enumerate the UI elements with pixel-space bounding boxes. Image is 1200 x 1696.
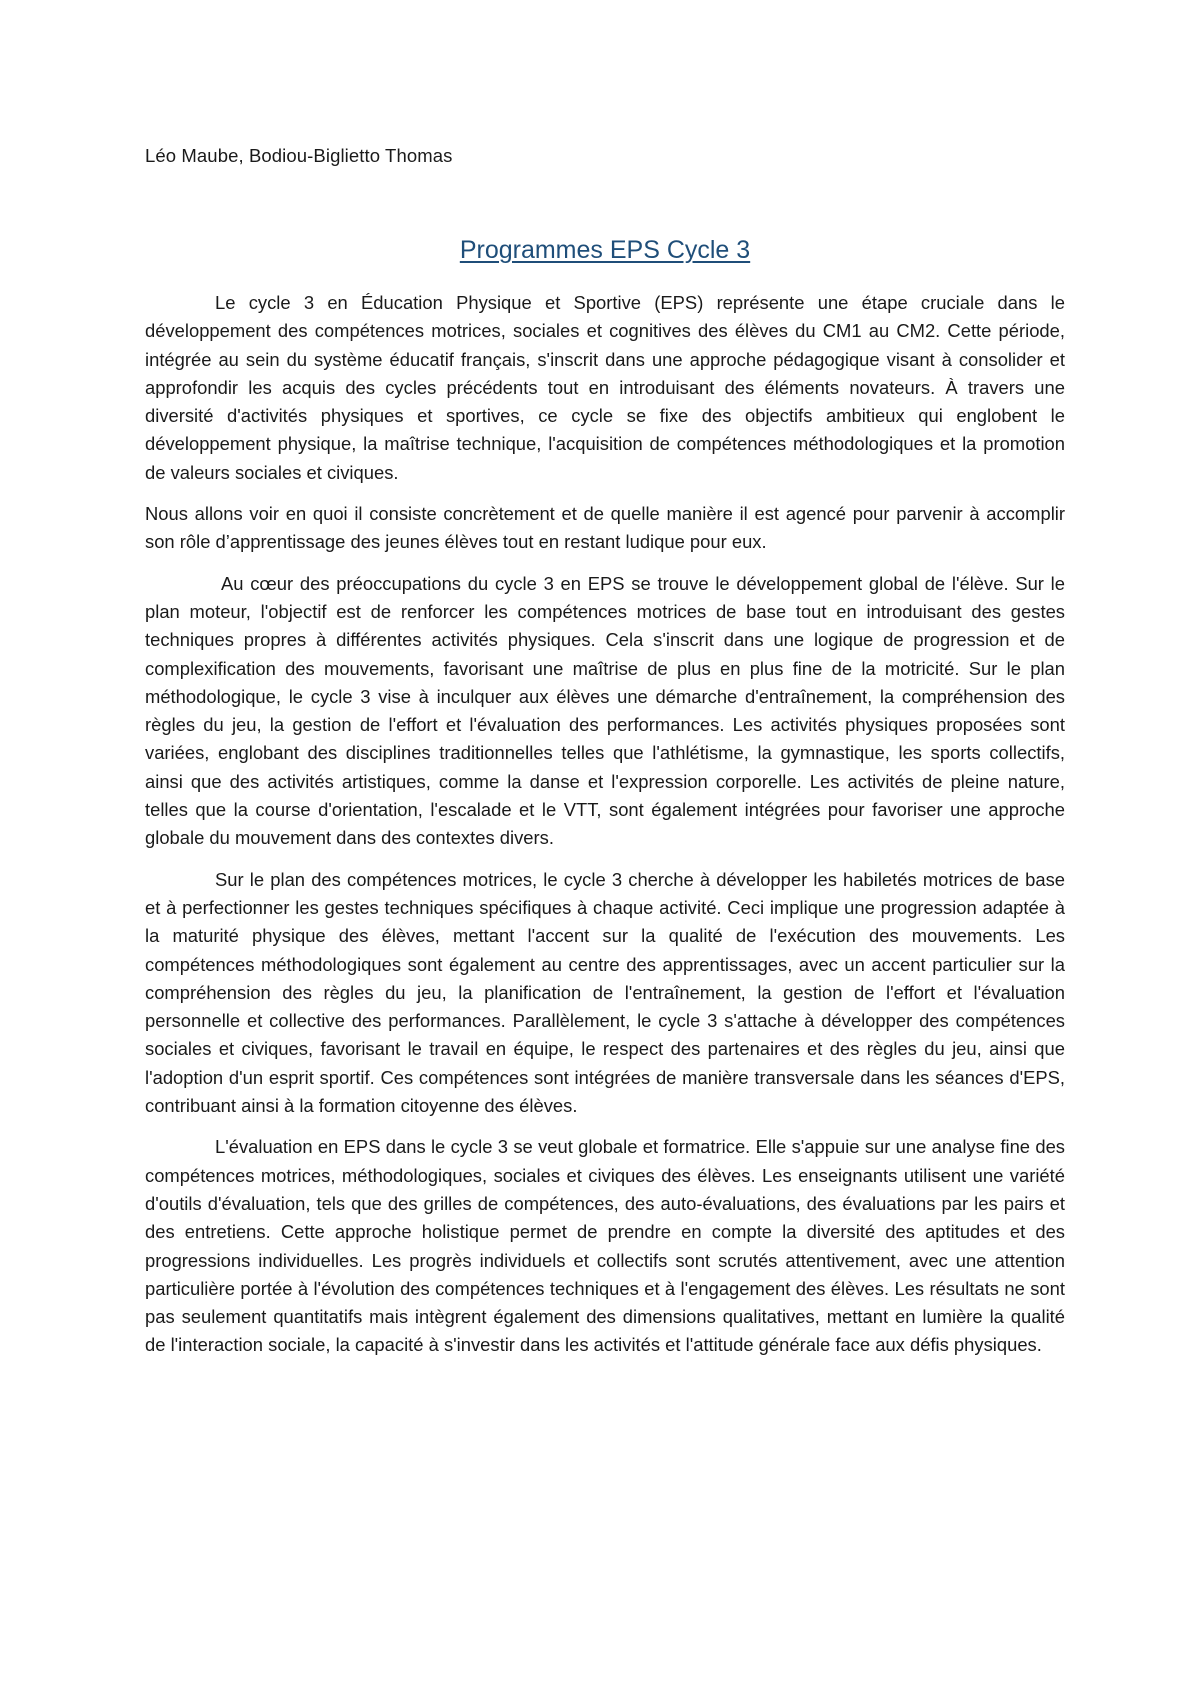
- document-title: Programmes EPS Cycle 3: [459, 236, 751, 264]
- paragraph-competences-motrices: Sur le plan des compétences motrices, le cycle 3 cherche à développer les habiletés motrices de base et à perfectionner les gestes techniques spécifiques à chaque activité. Ceci implique une progression adaptée à la maturité physique des élèves, mettant l'accent sur la qualité de l'exécution des mouvements. Les compétences méthodologiques sont également au centre des apprentissages, avec un accent particulier sur la compréhension des règles du jeu, la planification de l'entraînement, la gestion de l'effort et l'évaluation personnelle et collective des performances. Parallèlement, le cycle 3 s'attache à développer des compétences sociales et civiques, favorisant le travail en équipe, le respect des partenaires et des règles du jeu, ainsi que l'adoption d'un esprit sportif. Ces compétences sont intégrées de manière transversale dans les séances d'EPS, contribuant ainsi à la formation citoyenne des élèves.: [145, 868, 1065, 1117]
- document-body: [145, 289, 1065, 1373]
- paragraph-problematique: Nous allons voir en quoi il consiste concrètement et de quelle manière il est agencé pour parvenir à accomplir son rôle d’apprentissage des jeunes élèves tout en restant ludique pour eux.: [145, 503, 1065, 553]
- paragraph-intro: Le cycle 3 en Éducation Physique et Sportive (EPS) représente une étape cruciale dans le développement des compétences motrices, sociales et cognitives des élèves du CM1 au CM2. Cette période, intégrée au sein du système éducatif français, s'inscrit dans une approche pédagogique visant à consolider et approfondir les acquis des cycles précédents tout en introduisant des éléments novateurs. À travers une diversité d'activités physiques et sportives, ce cycle se fixe des objectifs ambitieux qui englobent le développement physique, la maîtrise technique, l'acquisition de compétences méthodologiques et la promotion de valeurs sociales et civiques.: [145, 292, 1065, 483]
- paragraph-developpement-global: Au cœur des préoccupations du cycle 3 en EPS se trouve le développement global de l'élève. Sur le plan moteur, l'objectif est de renforcer les compétences motrices de base tout en introduisant des gestes techniques propres à différentes activités physiques. Cela s'inscrit dans une logique de progression et de complexification des mouvements, favorisant une maîtrise de plus en plus fine de la motricité. Sur le plan méthodologique, le cycle 3 vise à inculquer aux élèves une démarche d'entraînement, la compréhension des règles du jeu, la gestion de l'effort et l'évaluation des performances. Les activités physiques proposées sont variées, englobant des disciplines traditionnelles telles que l'athlétisme, la gymnastique, les sports collectifs, ainsi que des activités artistiques, comme la danse et l'expression corporelle. Les activités de pleine nature, telles que la course d'orientation, l'escalade et le VTT, sont également intégrées pour favoriser une approche globale du mouvement dans des contextes divers.: [145, 572, 1065, 849]
- authors-line: Léo Maube, Bodiou-Biglietto Thomas: [145, 145, 453, 166]
- paragraph-evaluation: L'évaluation en EPS dans le cycle 3 se veut globale et formatrice. Elle s'appuie sur une analyse fine des compétences motrices, méthodologiques, sociales et civiques des élèves. Les enseignants utilisent une variété d'outils d'évaluation, tels que des grilles de compétences, des auto-évaluations, des évaluations par les pairs et des entretiens. Cette approche holistique permet de prendre en compte la diversité des aptitudes et des progressions individuelles. Les progrès individuels et collectifs sont scrutés attentivement, avec une attention particulière portée à l'évolution des compétences techniques et à l'engagement des élèves. Les résultats ne sont pas seulement quantitatifs mais intègrent également des dimensions qualitatives, mettant en lumière la qualité de l'interaction sociale, la capacité à s'investir dans les activités et l'attitude générale face aux défis physiques.: [145, 1136, 1065, 1356]
